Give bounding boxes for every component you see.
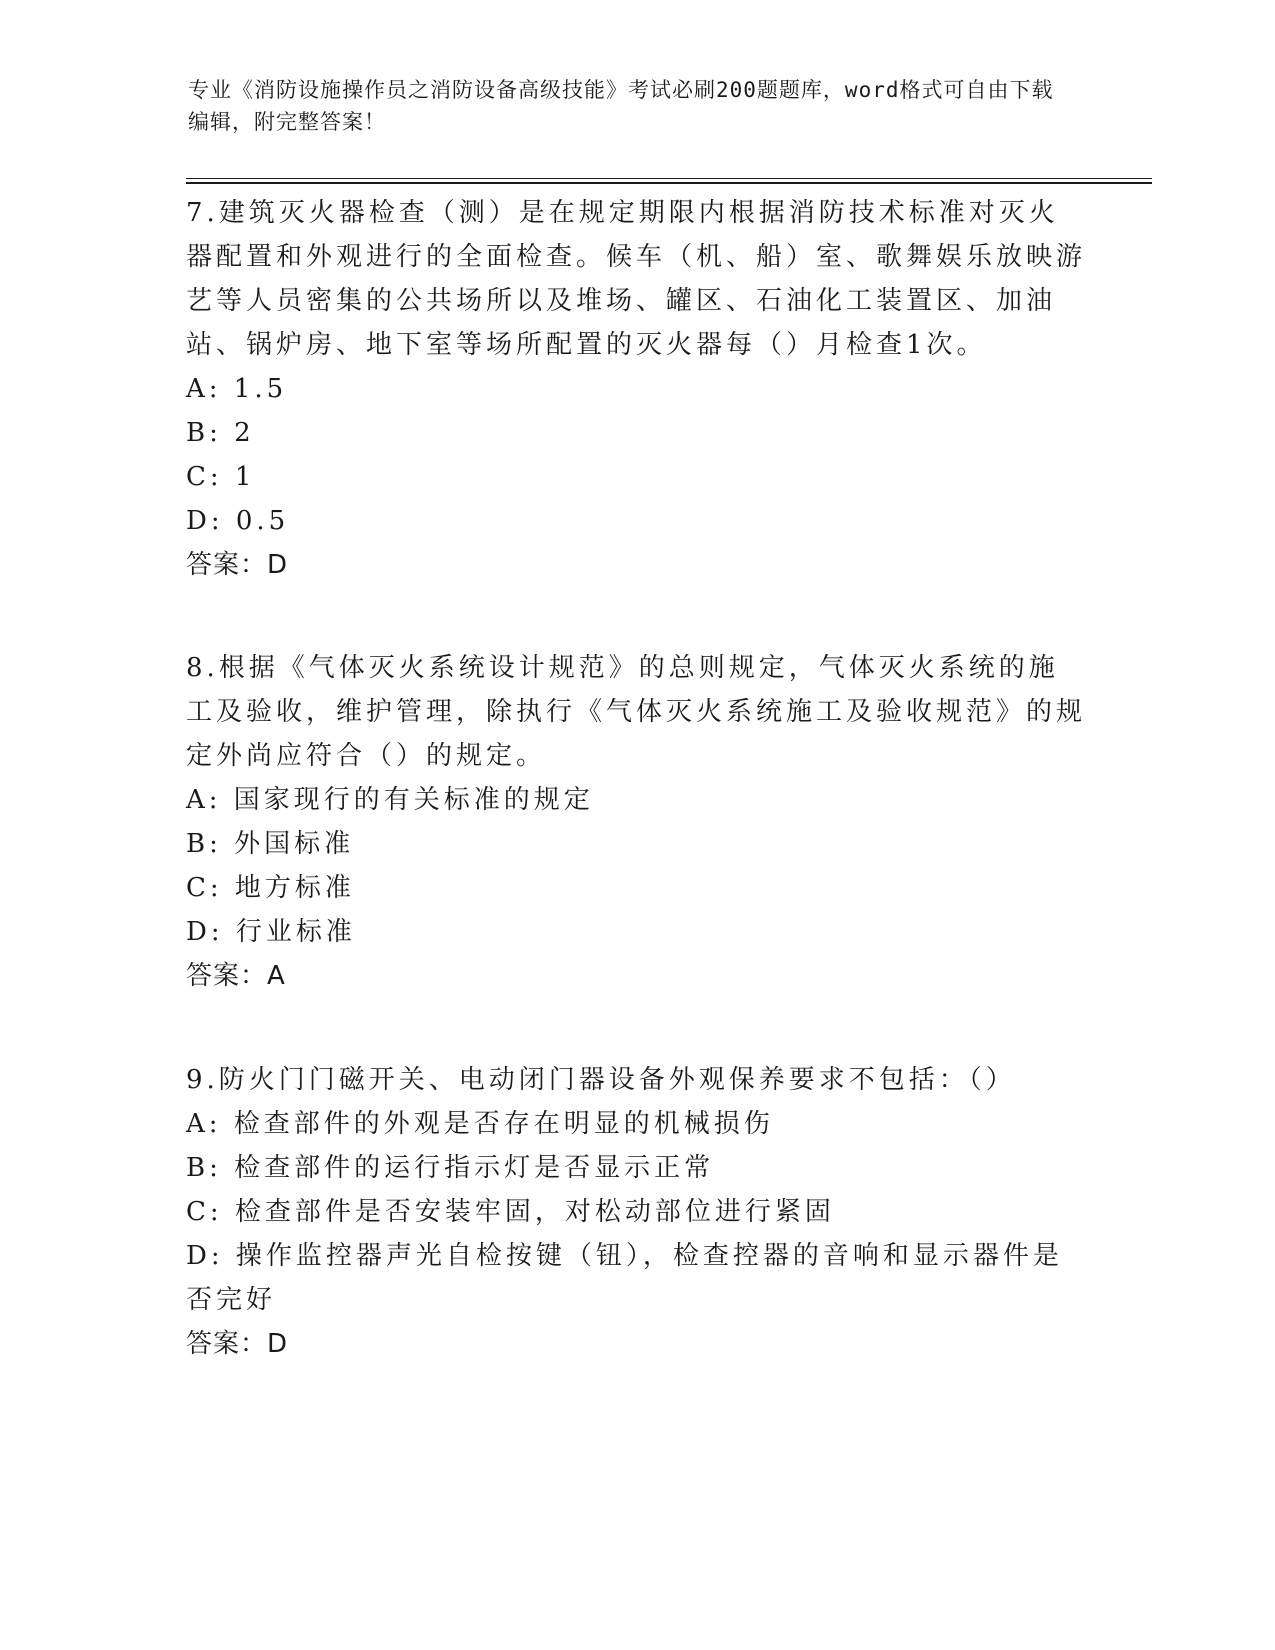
option-d: D: 0.5	[186, 506, 290, 536]
option-d: D: 行业标准	[186, 917, 356, 947]
option-a: A: 检查部件的外观是否存在明显的机械损伤	[186, 1109, 774, 1139]
option-a: A: 1.5	[186, 374, 288, 404]
header-divider-thick	[186, 182, 1152, 184]
answer: 答案：A	[186, 961, 286, 991]
header-note: 专业《消防设施操作员之消防设备高级技能》考试必刷200题题库，word格式可自由下载编辑，附完整答案！	[188, 78, 1054, 134]
option-c: C: 1	[186, 462, 256, 492]
answer: 答案：D	[186, 1329, 289, 1359]
answer: 答案：D	[186, 550, 289, 580]
option-b: B: 外国标准	[186, 829, 355, 859]
option-b: B: 2	[186, 418, 255, 448]
header-divider-thin	[186, 178, 1152, 179]
option-c: C: 检查部件是否安装牢固，对松动部位进行紧固	[186, 1197, 835, 1227]
option-b: B: 检查部件的运行指示灯是否显示正常	[186, 1153, 715, 1183]
question-stem: 9.防火门门磁开关、电动闭门器设备外观保养要求不包括：（）	[186, 1065, 1016, 1095]
question-8	[186, 646, 1086, 998]
option-d: D: 操作监控器声光自检按键（钮），检查控器的音响和显示器件是否完好	[186, 1241, 1063, 1315]
option-c: C: 地方标准	[186, 873, 355, 903]
question-stem: 7.建筑灭火器检查（测）是在规定期限内根据消防技术标准对灭火器配置和外观进行的全面检查。候车（机、船）室、歌舞娱乐放映游艺等人员密集的公共场所以及堆场、罐区、石油化工装置区、加油站、锅炉房、地下室等场所配置的灭火器每（）月检查1次。	[186, 198, 1087, 360]
question-stem: 8.根据《气体灭火系统设计规范》的总则规定，气体灭火系统的施工及验收，维护管理，除执行《气体灭火系统施工及验收规范》的规定外尚应符合（）的规定。	[186, 653, 1087, 771]
question-9	[186, 1058, 1086, 1366]
option-a: A: 国家现行的有关标准的规定	[186, 785, 594, 815]
question-7	[186, 191, 1086, 587]
